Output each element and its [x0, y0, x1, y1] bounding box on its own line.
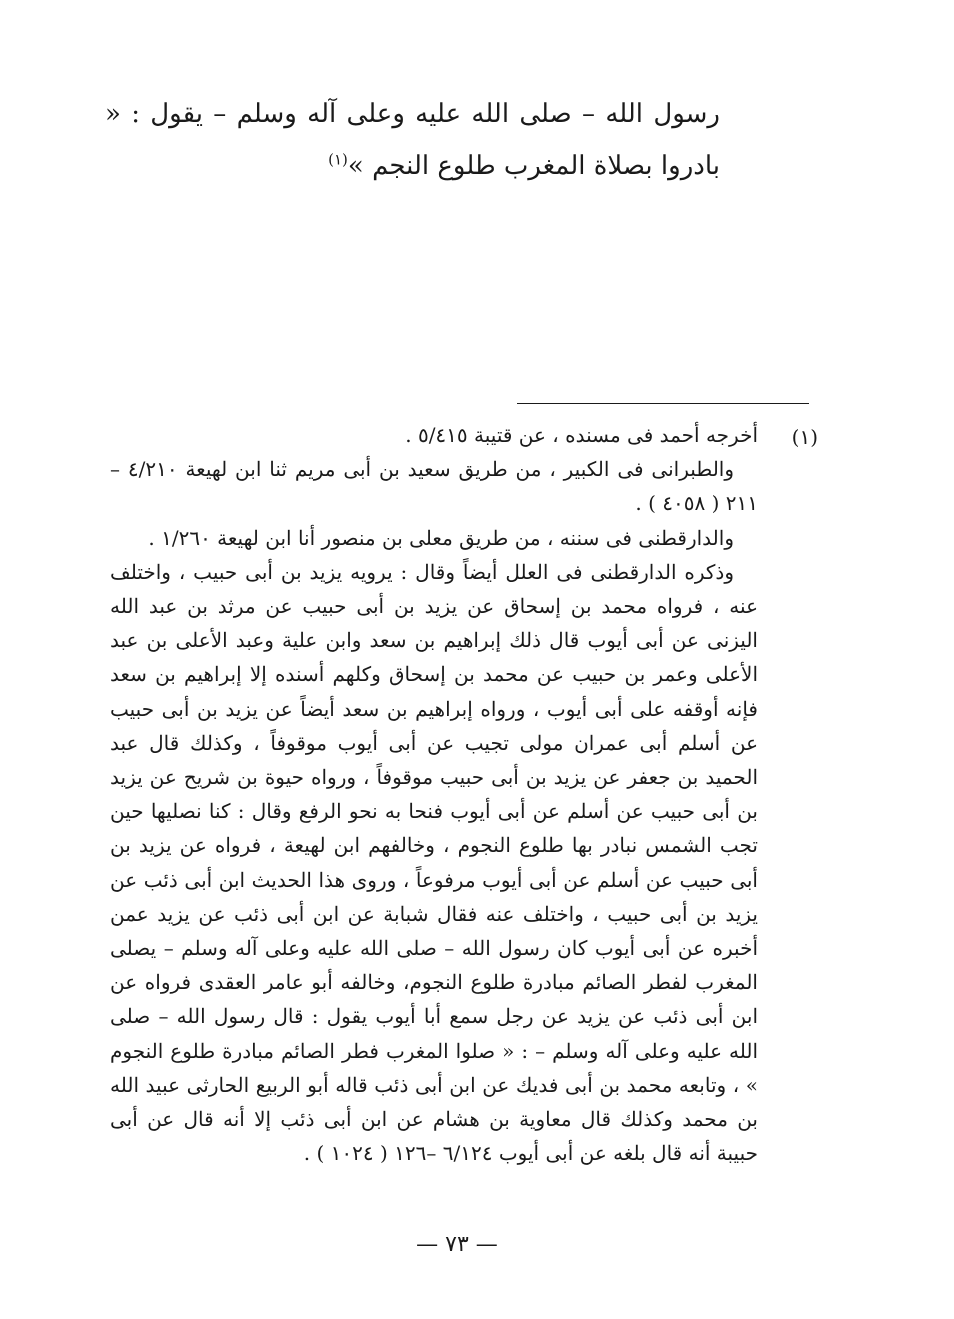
page-number: — ٧٣ — — [416, 1232, 498, 1257]
main-paragraph — [105, 88, 720, 192]
footnote-block — [110, 418, 758, 1170]
footnote-paragraph: والطبرانى فى الكبير ، من طريق سعيد بن أبى مريم ثنا ابن لهيعة ٤/٢١٠ – ٢١١ ( ٤٠٥٨ ) . — [110, 457, 758, 516]
footnote-paragraph: والدارقطنى فى سننه ، من طريق معلى بن منصور أنا ابن لهيعة ١/٢٦٠ . — [148, 525, 734, 550]
footnote-reference: (١) — [328, 150, 348, 169]
footnote-number: (١) — [791, 425, 818, 449]
footnote-divider — [517, 403, 809, 404]
main-text-block — [105, 88, 720, 192]
footnote-paragraph: أخرجه أحمد فى مسنده ، عن قتيبة ٥/٤١٥ . — [405, 423, 758, 447]
footnote-paragraph: وذكره الدارقطنى فى العلل أيضاً وقال : يرويه يزيد بن أبى حبيب ، واختلف عنه ، فرواه محمد بن إسحاق عن يزيد بن أبى حبيب عن مرثد بن عبد الله اليزنى عن أبى أيوب قال ذلك إبراهيم بن سعد وابن علية وعبد الأعلى بن عبد الأعلى وعمر بن حبيب عن محمد بن إسحاق وكلهم أسنده إلا إبراهيم بن سعد فإنه أوقفه على أبى أيوب ، ورواه إبراهيم بن سعد أيضاً عن يزيد بن أبى حبيب عن أسلم أبى عمران مولى تجيب عن أبى أيوب موقوفاً ، وكذلك قال عبد الحميد بن جعفر عن يزيد بن أبى حبيب موقوفاً ، ورواه حيوة بن شريح عن يزيد بن أبى حبيب عن أسلم عن أبى أيوب فنحا به نحو الرفع وقال : كنا نصليها حين تجب الشمس نبادر بها طلوع النجوم ، وخالفهم ابن لهيعة ، فرواه عن يزيد بن أبى حبيب عن أسلم عن أبى أيوب مرفوعاً ، وروى هذا الحديث ابن أبى ذئب عن يزيد بن أبى حبيب ، واختلف عنه فقال شبابة عن ابن أبى ذئب عن يزيد عمن أخبره عن أبى أيوب كان رسول الله – صلى الله عليه وعلى آله وسلم – يصلى المغرب لفطر الصائم مبادرة طلوع النجوم، وخالفه أبو عامر العقدى فرواه عن ابن أبى ذئب عن يزيد عن رجل سمع أبا أيوب يقول : قال رسول الله – صلى الله عليه وعلى آله وسلم – : « صلوا المغرب فطر الصائم مبادرة طلوع النجوم » ، وتابعه محمد بن أبى فديك عن ابن أبى ذئب قاله أبو الربيع الحارثى عبيد الله بن محمد وكذلك قال معاوية بن هشام عن ابن أبى ذئب إلا أنه قال عن أبى حبيبة أنه قال بلغه عن أبى أيوب ٦/١٢٤ –١٢٦ ( ١٠٢٤ ) . — [110, 559, 758, 1166]
main-text-body: رسول الله – صلى الله عليه وعلى آله وسلم – يقول : « بادروا بصلاة المغرب طلوع النجم » — [105, 99, 720, 181]
